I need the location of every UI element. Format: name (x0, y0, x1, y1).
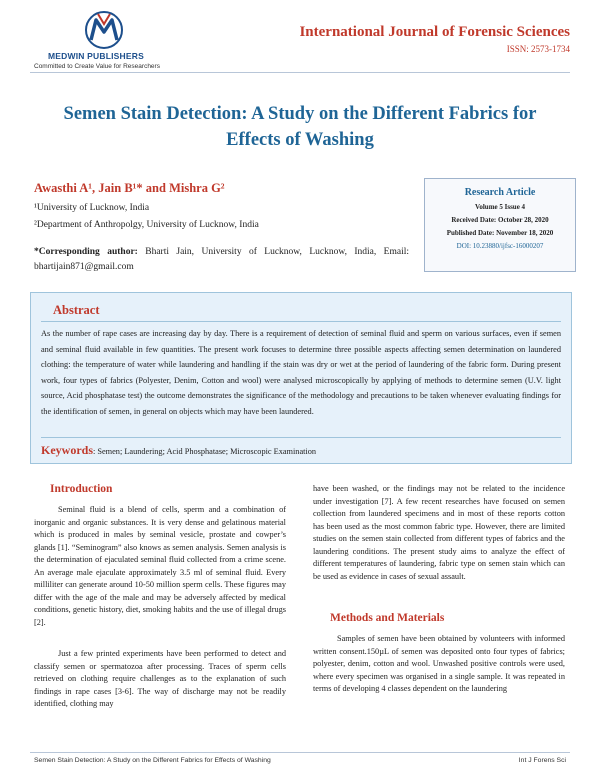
intro-paragraph-1: Seminal fluid is a blend of cells, sperm and a combination of inorganic and organic substances. It is very dense and gelatinous material which is produced in males by seminal vesicle, prostate and cowper’s glands [1]. “Seminogram” also knows as semen analysis. Semen analysis is the determination of ejaculated seminal fluid collected from a crime scene. An average male ejaculate approximately 3.5 ml of seminal fluid. Every milliliter can generate around 10-50 million sperm cells. These figures may differ with the age of the male and may be adversely affected by medical conditions, genetic history, diet, smoking habits and the use of illegal drugs [2]. (34, 505, 286, 627)
published-date: Published Date: November 18, 2020 (446, 229, 554, 237)
author-list: Awasthi A¹, Jain B¹* and Mishra G² (34, 181, 225, 195)
intro-paragraph-2: Just a few printed experiments have been performed to detect and classify semen or spermatozoa after processing. Traces of sperm cells retrieved on clothing require challenges as to the explanation of such findings in rape cases [3-6]. The way of discharge may not be readily identified, clothing may (34, 649, 286, 708)
footer-title: Semen Stain Detection: A Study on the Different Fabrics for Effects of Washing (34, 757, 271, 764)
doi-link[interactable]: DOI: 10.23880/ijfsc-16000207 (456, 242, 544, 250)
abstract-text: As the number of rape cases are increasing day by day. There is a requirement of detection of seminal fluid and sperm on various surfaces, even if semen and seminal fluid available in few quantities. The present work focuses to determine three possible aspects affecting semen determination on laundered clothing: the temperature of water while laundering and handling if the stain was dry or wet at the period of laundering of the fabric form. During present work, four types of fabrics (Polyester, Denim, Cotton and wool) were analysed microscopically by applying of methods to determine semen (U.V. light source, Acid phosphatase test) the outcome demonstrates the significance of the methodology and precautions to be taken whenever evaluating findings for the identification of semen, in general on objects which may have been laundered. (41, 329, 561, 416)
abstract-box (30, 292, 572, 464)
paper-title: Semen Stain Detection: A Study on the Different Fabrics for Effects of Washing (63, 104, 537, 150)
publisher-name: MEDWIN PUBLISHERS (48, 51, 144, 61)
medwin-logo-icon (82, 10, 126, 50)
publisher-tagline: Committed to Create Value for Researchers (34, 63, 160, 70)
intro-heading: Introduction (50, 483, 113, 495)
keywords-list: : Semen; Laundering; Acid Phosphatase; Microscopic Examination (93, 447, 317, 456)
affiliation-2: ²Department of Anthropolgy, University of Lucknow, India (34, 220, 259, 230)
affiliation-1: ¹University of Lucknow, India (34, 203, 150, 213)
journal-issn: ISSN: 2573-1734 (506, 44, 570, 54)
corresponding-label: *Corresponding author: (34, 247, 138, 257)
col2-paragraph-1: have been washed, or the findings may not be related to the incidence under investigation [7]. A few recent researches have focused on semen collection from laundered specimens and in most of these reports cotton has been used as the most common fabric type. However, there are limited studies on the semen stain collected from different types of fabrics and the laundering conditions. The present study aims to analyze the effect of different temperatures of laundering, fabric type on semen stain which can be used as evidence in cases of sexual assault. (313, 484, 565, 581)
keywords (41, 443, 316, 458)
journal-name[interactable]: International Journal of Forensic Sciences (299, 24, 570, 40)
abstract-heading: Abstract (53, 303, 100, 317)
header-divider (30, 72, 570, 73)
footer-divider (30, 752, 570, 753)
keywords-label: Keywords (41, 443, 93, 457)
methods-paragraph: Samples of semen have been obtained by volunteers with informed written consent.150µL of semen was deposited onto four types of fabrics; polyester, denim, cotton and wool. Unwashed positive controls were used, where every specimen was organised in a single sample. It was repeated in terms of developing 4 classes dependent on the laundering (313, 634, 565, 693)
article-info-box (424, 178, 576, 272)
methods-heading: Methods and Materials (330, 612, 445, 624)
corresponding-text[interactable]: Bharti Jain, University of Lucknow, Lucknow, India, Email: bhartijain871@gmail.com (34, 247, 409, 272)
footer-journal: Int J Forens Sci (518, 757, 566, 764)
article-type: Research Article (464, 187, 536, 198)
received-date: Received Date: October 28, 2020 (451, 216, 549, 224)
keywords-divider (41, 437, 561, 438)
abstract-divider (41, 321, 561, 322)
volume-issue: Volume 5 Issue 4 (474, 203, 526, 211)
corresponding-author (34, 245, 409, 275)
